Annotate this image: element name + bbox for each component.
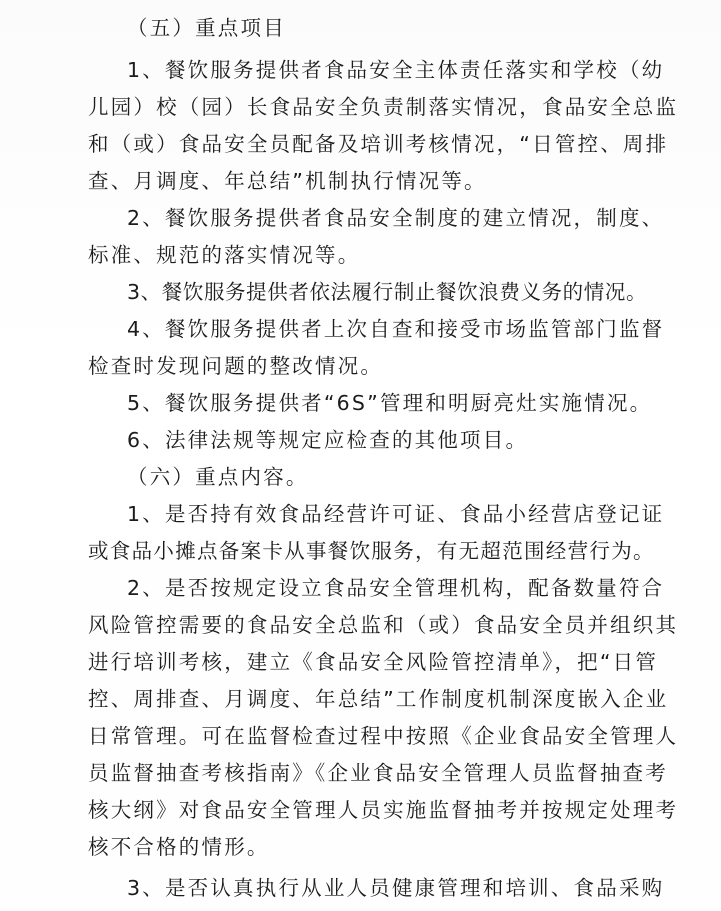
paragraph-line: 6、法律法规等规定应检查的其他项目。 bbox=[127, 428, 529, 452]
section-heading-6: （六）重点内容。 bbox=[127, 465, 309, 489]
paragraph-line: 2、是否按规定设立食品安全管理机构，配备数量符合 bbox=[127, 576, 665, 600]
paragraph-line: 或食品小摊点备案卡从事餐饮服务，有无超范围经营行为。 bbox=[88, 539, 655, 563]
paragraph-line: 4、餐饮服务提供者上次自查和接受市场监管部门监督 bbox=[127, 317, 665, 341]
paragraph-line: 进行培训考核，建立《食品安全风险管控清单》，把“日管 bbox=[88, 650, 659, 674]
paragraph-line: 查、月调度、年总结”机制执行情况等。 bbox=[88, 169, 487, 193]
paragraph-line: 核大纲》对食品安全管理人员实施监督抽考并按规定处理考 bbox=[88, 798, 679, 822]
paragraph-line: 控、周排查、月调度、年总结”工作制度机制深度嵌入企业 bbox=[88, 687, 669, 711]
paragraph-line: 5、餐饮服务提供者“6S”管理和明厨亮灶实施情况。 bbox=[127, 391, 653, 415]
paragraph-line: 1、是否持有效食品经营许可证、食品小经营店登记证 bbox=[127, 502, 665, 526]
paragraph-line: 1、餐饮服务提供者食品安全主体责任落实和学校（幼 bbox=[127, 58, 665, 82]
paragraph-line: 标准、规范的落实情况等。 bbox=[88, 243, 361, 267]
paragraph-line: 儿园）校（园）长食品安全负责制落实情况，食品安全总监 bbox=[88, 95, 679, 119]
paragraph-line: 3、餐饮服务提供者依法履行制止餐饮浪费义务的情况。 bbox=[127, 280, 648, 304]
paragraph-line: 和（或）食品安全员配备及培训考核情况，“日管控、周排 bbox=[88, 132, 669, 156]
paragraph-line: 检查时发现问题的整改情况。 bbox=[88, 354, 384, 378]
paragraph-line: 风险管控需要的食品安全总监和（或）食品安全员并组织其 bbox=[88, 613, 679, 637]
paragraph-line: 核不合格的情形。 bbox=[88, 835, 270, 859]
paragraph-line: 2、餐饮服务提供者食品安全制度的建立情况，制度、 bbox=[127, 206, 665, 230]
section-heading-5: （五）重点项目 bbox=[127, 16, 286, 40]
paragraph-line: 员监督抽查考核指南》《企业食品安全管理人员监督抽查考 bbox=[88, 761, 668, 785]
paragraph-line: 日常管理。可在监督检查过程中按照《企业食品安全管理人 bbox=[88, 724, 679, 748]
paragraph-line: 3、是否认真执行从业人员健康管理和培训、食品采购 bbox=[127, 876, 665, 900]
